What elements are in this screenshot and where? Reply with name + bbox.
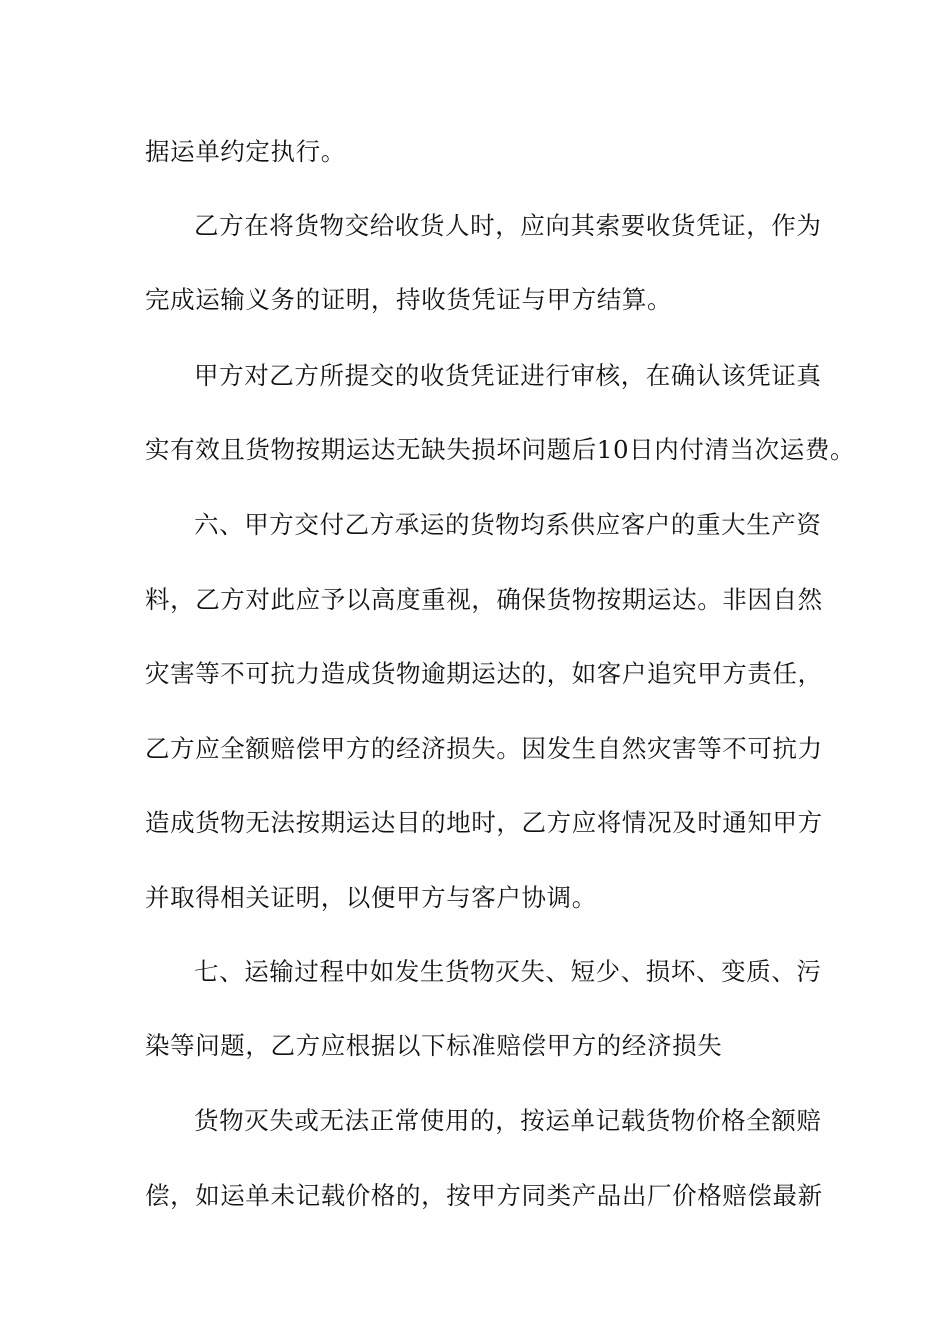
text-line-9: 乙方应全额赔偿甲方的经济损失。因发生自然灾害等不可抗力	[145, 734, 823, 763]
text-line-7: 料，乙方对此应予以高度重视，确保货物按期运达。非因自然	[145, 585, 823, 614]
text-line-12: 七、运输过程中如发生货物灭失、短少、损坏、变质、污	[194, 957, 822, 986]
text-line-10: 造成货物无法按期运达目的地时，乙方应将情况及时通知甲方	[145, 808, 823, 837]
text-line-8: 灾害等不可抗力造成货物逾期运达的，如客户追究甲方责任，	[145, 659, 823, 688]
text-line-1: 据运单约定执行。	[145, 137, 346, 166]
text-line-4: 甲方对乙方所提交的收货凭证进行审核，在确认该凭证真	[194, 361, 822, 390]
text-line-2: 乙方在将货物交给收货人时，应向其索要收货凭证，作为	[194, 211, 822, 240]
text-line-13: 染等问题，乙方应根据以下标准赔偿甲方的经济损失	[145, 1031, 723, 1060]
text-line-5: 实有效且货物按期运达无缺失损坏问题后10日内付清当次运费。	[145, 435, 856, 464]
text-line-15: 偿，如运单未记载价格的，按甲方同类产品出厂价格赔偿最新	[145, 1181, 823, 1210]
text-line-11: 并取得相关证明，以便甲方与客户协调。	[145, 883, 597, 912]
text-line-3: 完成运输义务的证明，持收货凭证与甲方结算。	[145, 285, 673, 314]
text-line-6: 六、甲方交付乙方承运的货物均系供应客户的重大生产资	[194, 510, 822, 539]
text-line-14: 货物灭失或无法正常使用的，按运单记载货物价格全额赔	[194, 1106, 822, 1135]
